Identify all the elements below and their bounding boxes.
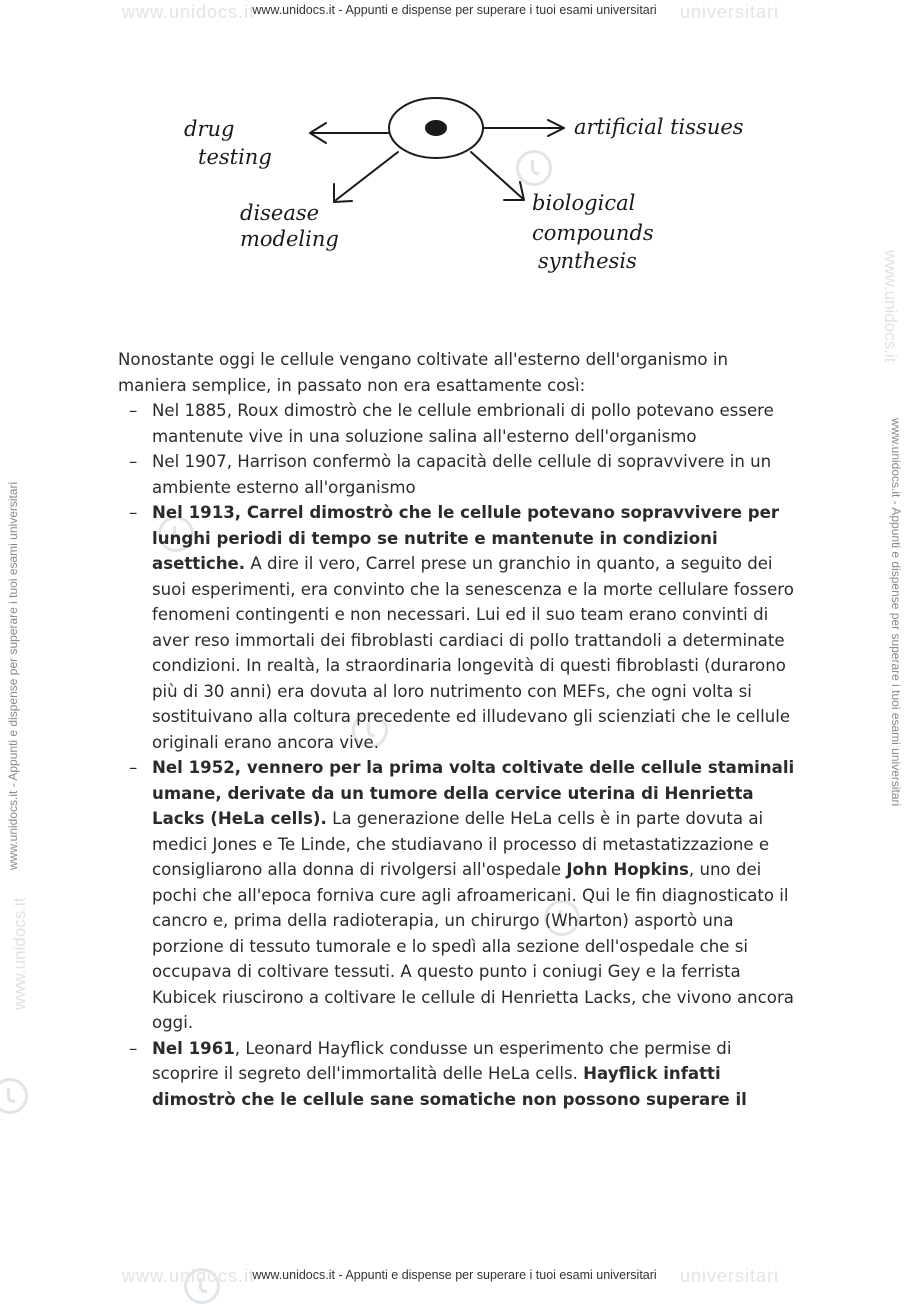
watermark-text-bottom-suffix: universitari	[680, 1266, 780, 1286]
arrow-lower-left-line	[336, 152, 398, 200]
list-dash: –	[129, 452, 138, 471]
bold-year: Nel 1961	[152, 1038, 235, 1058]
bold-statement: Nel 1913, Carrel dimostrò che le cellule potevano sopravvivere per lunghi periodi di tempo se nutrite e mantenute in condizioni asettiche.	[152, 503, 780, 573]
bold-statement: Hayflick infatti dimostrò che le cellule sane somatiche non possono superare il	[152, 1064, 747, 1109]
side-watermark-left: www.unidocs.it - Appunti e dispense per superare i tuoi esami universitari	[6, 481, 20, 870]
label-disease: disease	[240, 201, 320, 225]
watermark-text-top-suffix: universitari	[680, 2, 780, 22]
cell-nucleus	[426, 121, 446, 135]
bold-statement: Nel 1952, vennero per la prima volta coltivate delle cellule staminali umane, derivate da un tumore della cervice uterina di Henrietta Lacks (HeLa cells).	[152, 758, 795, 828]
arrow-lower-right-line	[471, 152, 522, 198]
side-faint-watermark-left: www.unidocs.it	[10, 897, 29, 1010]
list-dash: –	[129, 401, 138, 420]
label-drug: drug	[184, 117, 235, 141]
bold-hospital-name: John Hopkins	[566, 860, 689, 879]
list-dash: –	[129, 503, 138, 522]
watermark-logo-icon	[0, 1078, 28, 1114]
history-list	[118, 398, 798, 1112]
document-body	[118, 347, 798, 1112]
list-dash: –	[129, 758, 138, 777]
label-compounds: compounds	[532, 221, 654, 245]
side-watermark-right: www.unidocs.it - Appunti e dispense per superare i tuoi esami universitari	[889, 418, 903, 807]
watermark-text-bottom: www.unidocs.it	[122, 1266, 256, 1286]
page-header: www.unidocs.it - Appunti e dispense per superare i tuoi esami universitari	[252, 3, 657, 17]
list-item: – Nel 1907, Harrison confermò la capacità delle cellule di sopravvivere in un ambiente esterno all'organismo	[118, 449, 798, 500]
side-faint-watermark-right: www.unidocs.it	[881, 250, 900, 363]
list-item: – Nel 1885, Roux dimostrò che le cellule embrionali di pollo potevano essere mantenute vive in una soluzione salina all'esterno dell'organismo	[118, 398, 798, 449]
page-footer: www.unidocs.it - Appunti e dispense per superare i tuoi esami universitari	[252, 1268, 657, 1282]
handwritten-diagram	[170, 90, 770, 310]
list-item: – Nel 1913, Carrel dimostrò che le cellule potevano sopravvivere per lunghi periodi di tempo se nutrite e mantenute in condizioni asettiche. A dire il vero, Carrel prese un granchio in quanto, a seguito dei suoi esperimenti, era convinto che la senescenza e la morte cellulare fossero fenomeni contingenti e non necessari. Lui ed il suo team erano convinti di aver reso immortali dei fibroblasti cardiaci di pollo trattandoli a determinate condizioni. In realtà, la straordinaria longevità di questi fibroblasti (durarono più di 30 anni) era dovuta al loro nutrimento con MEFs, che ogni volta si sostituivano alla coltura precedente ed illudevano gli scienziati che le cellule originali erano ancora vive.	[118, 500, 798, 755]
label-biological: biological	[532, 191, 636, 215]
list-item: – Nel 1961, Leonard Hayflick condusse un esperimento che permise di scoprire il segreto dell'immortalità delle HeLa cells. Hayflick infatti dimostrò che le cellule sane somatiche non possono superare il	[118, 1036, 798, 1113]
intro-paragraph: Nonostante oggi le cellule vengano coltivate all'esterno dell'organismo in maniera semplice, in passato non era esattamente così:	[118, 350, 728, 395]
label-testing: testing	[198, 145, 272, 169]
label-modeling: modeling	[240, 227, 339, 251]
watermark-text-top: www.unidocs.it	[122, 2, 256, 22]
label-artificial-tissues: artificial tissues	[574, 115, 744, 139]
list-dash: –	[129, 1038, 138, 1058]
list-item: – Nel 1952, vennero per la prima volta coltivate delle cellule staminali umane, derivate da un tumore della cervice uterina di Henrietta Lacks (HeLa cells). La generazione delle HeLa cells è in parte dovuta ai medici Jones e Te Linde, che studiavano il processo di metastatizzazione e consigliarono alla donna di rivolgersi all'ospedale John Hopkins, uno dei pochi che all'epoca forniva cure agli afroamericani. Qui le fin diagnosticato il cancro e, prima della radioterapia, un chirurgo (Wharton) asportò una porzione di tessuto tumorale e lo spedì alla sezione dell'ospedale che si occupava di coltivare tessuti. A questo punto i coniugi Gey e la ferrista Kubicek riuscirono a coltivare le cellule di Henrietta Lacks, che vivono ancora oggi.	[118, 755, 798, 1036]
label-synthesis: synthesis	[538, 249, 637, 273]
